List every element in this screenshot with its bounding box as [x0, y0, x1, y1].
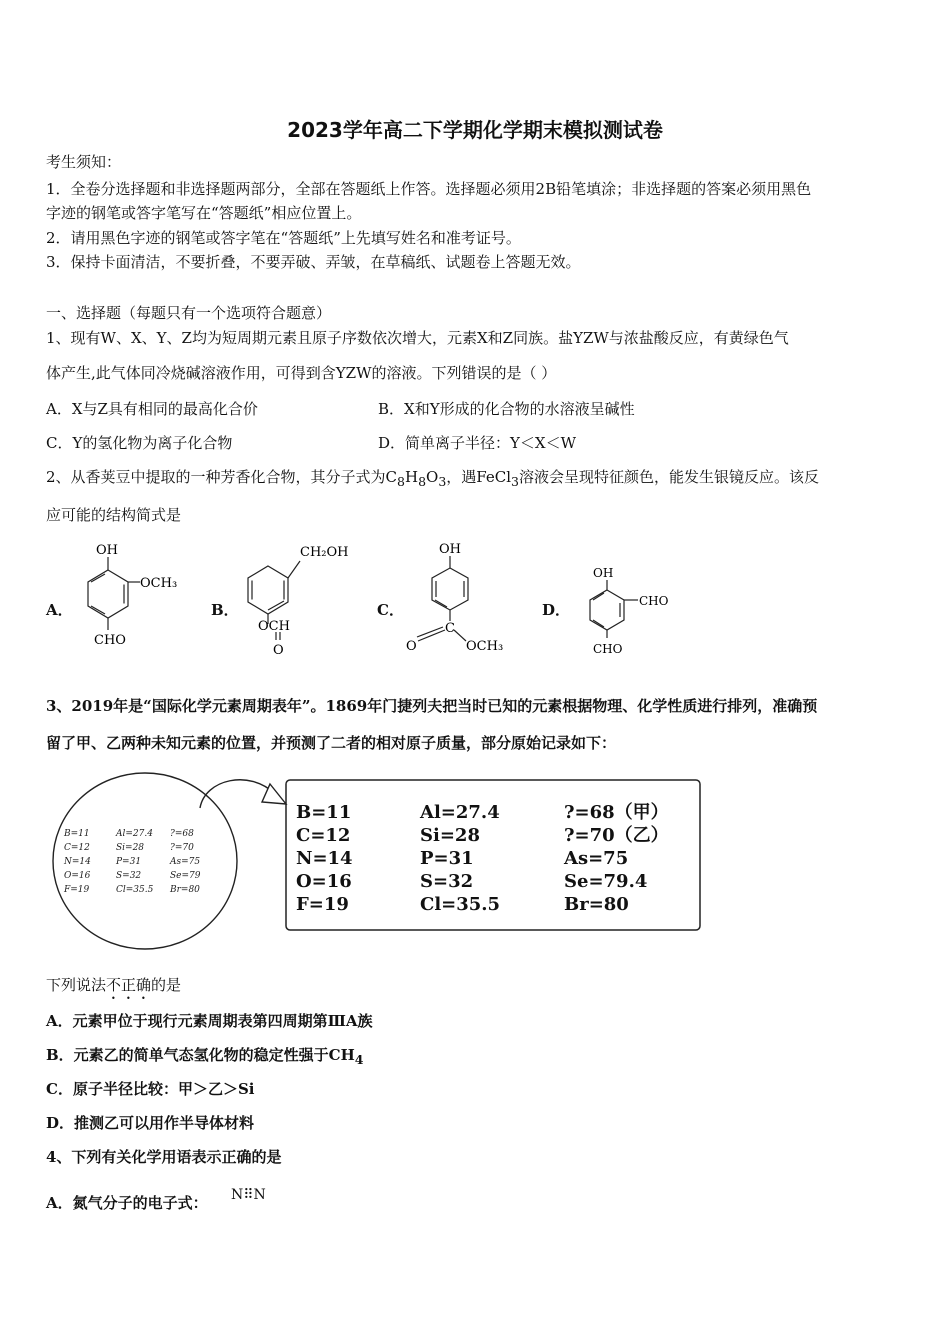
- table-col3-entry: Br=80: [564, 894, 629, 915]
- mendeleev-figure: [50, 764, 710, 964]
- handwritten-col2-entry: Si=28: [116, 843, 145, 853]
- structure-c-och3-text: OCH₃: [466, 639, 504, 654]
- q1-option-a: A．X与Z具有相同的最高化合价: [46, 400, 258, 418]
- q3-option-b: B．元素乙的简单气态氢化物的稳定性强于$CH_4$: [46, 1046, 364, 1067]
- table-col1-entry: C=12: [296, 825, 351, 846]
- handwritten-col2-entry: Al=27.4: [116, 829, 153, 839]
- handwritten-col1-entry: B=11: [64, 829, 90, 839]
- handwritten-col3-column: [169, 829, 201, 895]
- q3-option-a: A．元素甲位于现行元素周期表第四周期第ⅢA族: [46, 1012, 373, 1030]
- handwritten-col1-column: [63, 829, 91, 895]
- table-col2-entry: Al=27.4: [420, 802, 500, 823]
- q3-prompt: 下列说法不正确的是: [46, 976, 182, 994]
- table-col3-entry: As=75: [564, 848, 629, 869]
- handwritten-col1-entry: C=12: [64, 843, 90, 853]
- q1-option-b: B．X和Y形成的化合物的水溶液呈碱性: [378, 400, 635, 418]
- q3-stem-line2: 留了甲、乙两种未知元素的位置，并预测了二者的相对原子质量，部分原始记录如下：: [46, 734, 617, 752]
- table-col1-entry: F=19: [296, 894, 349, 915]
- table-col2-entry: Si=28: [420, 825, 480, 846]
- structure-a: [60, 540, 200, 655]
- q2-label-d: D．: [542, 601, 571, 619]
- q1-option-c: C．Y的氢化物为离子化合物: [46, 434, 233, 452]
- table-col1-entry: B=11: [296, 802, 352, 823]
- q1-stem-line1: 1、现有W、X、Y、Z均为短周期元素且原子序数依次增大，元素X和Z同族。盐YZW与浓盐酸反应，有黄绿色气: [46, 329, 789, 347]
- structure-c-c-text: C: [445, 621, 455, 636]
- handwritten-col1-entry: N=14: [64, 857, 91, 867]
- structure-b-och-text: OCH: [258, 619, 290, 634]
- structure-b-ch2oh-text: CH₂OH: [300, 545, 349, 560]
- handwritten-col2-entry: S=32: [116, 871, 142, 881]
- table-col3-entry: ?=68（甲）: [564, 802, 669, 823]
- structure-a-oh-text: OH: [96, 543, 118, 558]
- notice-line: 3．保持卡面清洁，不要折叠，不要弄破、弄皱，在草稿纸、试题卷上答题无效。: [46, 253, 581, 271]
- structure-c-o-text: O: [406, 639, 417, 654]
- q3-option-d: D．推测乙可以用作半导体材料: [46, 1114, 255, 1132]
- handwritten-col2-column: [115, 829, 154, 895]
- structure-c: [402, 540, 532, 658]
- q3-stem-line1: 3、2019年是“国际化学元素周期表年”。1869年门捷列夫把当时已知的元素根据物理、化学性质进行排列，准确预: [46, 697, 818, 715]
- structure-b: [228, 536, 378, 661]
- table-col2-entry: S=32: [420, 871, 474, 892]
- handwritten-col3-entry: As=75: [170, 857, 201, 867]
- section-heading: 一、选择题（每题只有一个选项符合题意）: [46, 304, 332, 322]
- table-col2-column: [419, 802, 500, 915]
- notice-heading: 考生须知：: [46, 153, 122, 171]
- structure-a-cho-text: CHO: [94, 633, 126, 648]
- handwritten-col2-entry: Cl=35.5: [116, 885, 154, 895]
- table-col3-entry: ?=70（乙）: [564, 825, 669, 846]
- structure-b-o-text: O: [273, 643, 284, 658]
- structure-d: [562, 566, 702, 661]
- q1-option-d: D．简单离子半径：Y＜X＜W: [378, 434, 577, 452]
- notice-line: 1．全卷分选择题和非选择题两部分，全部在答题纸上作答。选择题必须用2B铅笔填涂；非选择题的答案必须用黑色: [46, 180, 812, 198]
- table-col1-entry: N=14: [296, 848, 353, 869]
- notice-line: 字迹的钢笔或答字笔写在“答题纸”相应位置上。: [46, 204, 362, 222]
- q2-stem-line2: 应可能的结构简式是: [46, 506, 182, 524]
- q1-stem-line2: 体产生,此气体同冷烧碱溶液作用，可得到含YZW的溶液。下列错误的是（ ）: [46, 364, 557, 382]
- handwritten-col1-entry: F=19: [64, 885, 90, 895]
- page-title: 2023学年高二下学期化学期末模拟测试卷: [287, 118, 663, 142]
- q3-option-c: C．原子半径比较：甲＞乙＞Si: [46, 1080, 255, 1098]
- handwritten-col3-entry: ?=68: [170, 829, 194, 839]
- structure-d-cho1-text: CHO: [639, 594, 669, 608]
- handwritten-col3-entry: Se=79: [170, 871, 201, 881]
- handwritten-col1-entry: O=16: [64, 871, 91, 881]
- structure-a-och3-text: OCH₃: [140, 576, 178, 591]
- q2-label-a: A．: [46, 601, 73, 619]
- structure-c-oh-text: OH: [439, 542, 461, 557]
- table-col1-entry: O=16: [296, 871, 352, 892]
- table-col1-column: [296, 802, 353, 915]
- q4-option-a: A．氮气分子的电子式：: [46, 1194, 208, 1212]
- structure-d-cho2-text: CHO: [593, 642, 623, 656]
- table-col2-entry: P=31: [420, 848, 474, 869]
- notice-line: 2．请用黑色字迹的钢笔或答字笔在“答题纸”上先填写姓名和准考证号。: [46, 229, 521, 247]
- q2-label-b: B．: [211, 601, 239, 619]
- table-col3-entry: Se=79.4: [564, 871, 648, 892]
- handwritten-col3-entry: ?=70: [170, 843, 194, 853]
- q4-option-a-formula: N⠿N: [231, 1187, 266, 1203]
- structure-d-oh-text: OH: [593, 566, 614, 580]
- q2-stem-line1: 2、从香荚豆中提取的一种芳香化合物，其分子式为$C_8H_8O_3$，遇FeCl$_3$溶液会呈现特征颜色，能发生银镜反应。该反: [46, 468, 820, 489]
- q2-label-c: C．: [377, 601, 404, 619]
- handwritten-col2-entry: P=31: [116, 857, 142, 867]
- table-col3-column: [563, 802, 669, 915]
- q4-stem: 4、下列有关化学用语表示正确的是: [46, 1148, 282, 1166]
- handwritten-col3-entry: Br=80: [170, 885, 200, 895]
- table-col2-entry: Cl=35.5: [420, 894, 501, 915]
